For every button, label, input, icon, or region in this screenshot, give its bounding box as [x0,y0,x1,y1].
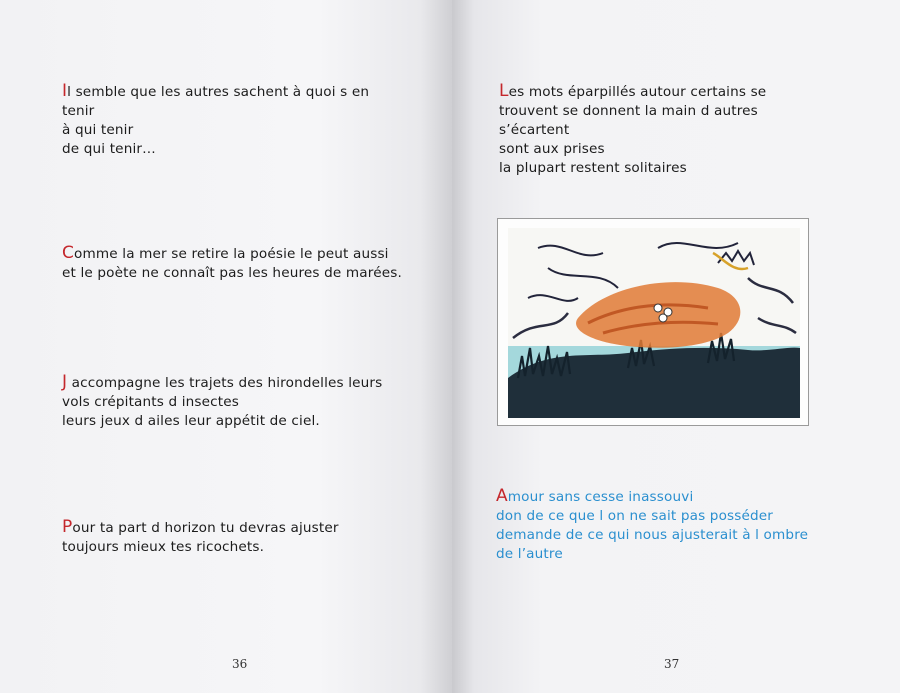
page-number-left: 36 [232,657,248,671]
stanza-line: de l’autre [496,546,563,562]
stanza-line: sont aux prises [499,141,605,157]
stanza-3 [62,373,382,431]
stanza-line: l semble que les autres sachent à quoi s en [67,84,370,100]
stanza-6 [496,487,808,564]
stanza-5 [499,82,766,178]
drop-initial: L [499,81,509,101]
illustration-frame [497,218,809,426]
stanza-2 [62,244,402,283]
stanza-line: leurs jeux d ailes leur appétit de ciel. [62,413,320,429]
stanza-line: our ta part d horizon tu devras ajuster [72,520,339,536]
page-number-right: 37 [664,657,680,671]
drop-initial: A [496,486,508,506]
stanza-line: et le poète ne connaît pas les heures de marées. [62,265,402,281]
stanza-line: à qui tenir [62,122,134,138]
stanza-line: la plupart restent solitaires [499,160,687,176]
stanza-line: demande de ce qui nous ajusterait à l ombre [496,527,809,543]
drop-initial: J [62,372,68,392]
stanza-line: mour sans cesse inassouvi [507,489,694,505]
stanza-line: de qui tenir… [62,141,156,157]
stanza-line: toujours mieux tes ricochets. [62,539,265,555]
stanza-line: vols crépitants d insectes [62,394,240,410]
stanza-line: trouvent se donnent la main d autres [499,103,758,119]
drop-initial: I [62,81,68,101]
stanza-line: accompagne les trajets des hirondelles leurs [67,375,383,391]
stanza-line: omme la mer se retire la poésie le peut aussi [74,246,389,262]
stanza-line: s’écartent [499,122,570,138]
stanza-line: es mots éparpillés autour certains se [508,84,767,100]
stanza-4 [62,518,339,557]
abstract-ink-drawing [508,228,800,418]
drop-initial: C [62,243,75,263]
stanza-1 [62,82,369,159]
drop-initial: P [62,517,73,537]
stanza-line: don de ce que l on ne sait pas posséder [496,508,774,524]
stanza-line: tenir [62,103,95,119]
